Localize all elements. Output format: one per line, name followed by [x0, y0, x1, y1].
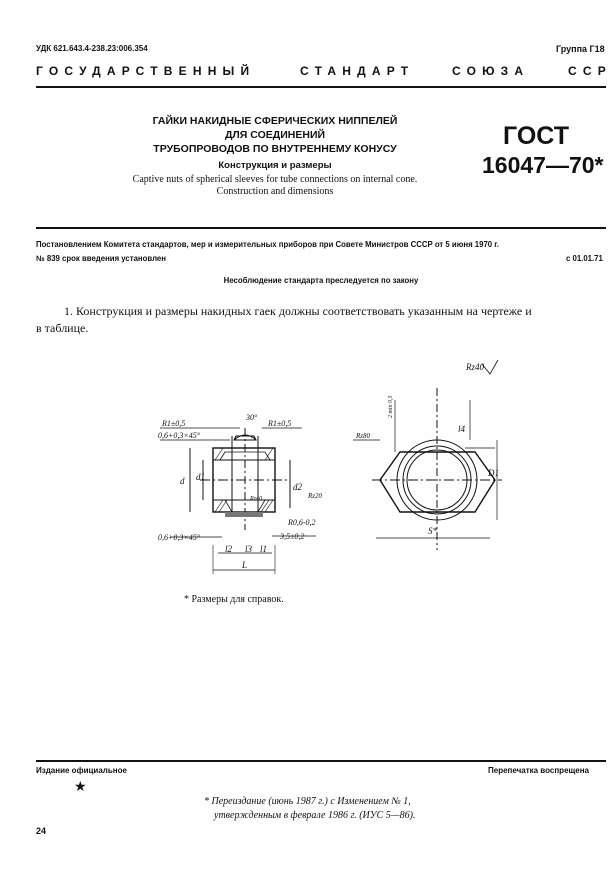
paragraph-line-1: 1. Конструкция и размеры накидных гаек должны соответствовать указанным на чертеже и: [64, 304, 532, 318]
label-d: d: [180, 476, 185, 486]
reissue-line-2: утвержденным в феврале 1986 г. (ИУС 5—86).: [214, 810, 416, 821]
label-l2: l2: [225, 544, 233, 554]
label-D1: D1: [488, 468, 499, 478]
official-edition: Издание официальное: [36, 766, 127, 775]
label-d2: d2: [293, 482, 302, 492]
reprint-prohibited: Перепечатка воспрещена: [488, 766, 589, 775]
law-warning: Несоблюдение стандарта преследуется по закону: [223, 276, 419, 285]
header-rule: [36, 86, 606, 88]
paragraph-line-2: в таблице.: [36, 321, 89, 335]
banner-word-3: СОЮЗА: [452, 64, 530, 78]
english-title-2: Construction and dimensions: [216, 186, 334, 197]
star-mark: ★: [74, 778, 87, 794]
decree-date: с 01.01.71: [566, 254, 603, 263]
english-title-1: Captive nuts of spherical sleeves for tube connections on internal cone.: [132, 174, 418, 185]
banner-word-2: СТАНДАРТ: [300, 64, 415, 78]
gost-label: ГОСТ: [503, 122, 569, 150]
label-rz20: Rz20: [308, 492, 322, 500]
technical-drawing: [0, 340, 606, 580]
gost-number: 16047—70*: [482, 152, 604, 178]
label-r1-right: R1±0,5: [268, 419, 292, 428]
label-d1: d1: [196, 472, 205, 482]
label-rz40-front: Rz40: [250, 496, 262, 502]
title-line-1: ГАЙКИ НАКИДНЫЕ СФЕРИЧЕСКИХ НИППЕЛЕЙ: [152, 115, 398, 127]
footer-rule: [36, 760, 606, 762]
reissue-line-1: * Переиздание (июнь 1987 г.) с Изменением № 1,: [204, 796, 411, 807]
title-block: [80, 114, 470, 198]
front-view: [160, 428, 316, 574]
decree-line-2: № 839 срок введения установлен: [36, 254, 166, 263]
label-l4: l4: [458, 424, 466, 434]
label-angle: 30°: [246, 413, 258, 422]
label-r06: R0,6-0,2: [288, 518, 316, 527]
label-dim-2: 2 min 0,5: [388, 395, 394, 418]
label-r1-left: R1±0,5: [162, 419, 186, 428]
label-l3: l3: [245, 544, 253, 554]
label-roughness: Rz40: [466, 362, 484, 372]
page-number: 24: [36, 826, 47, 836]
label-chamfer-top: 0,6+0,3×45°: [158, 431, 200, 440]
label-rz80: Rz80: [356, 432, 370, 440]
subtitle: Конструкция и размеры: [218, 160, 332, 171]
group-code: Группа Г18: [556, 44, 605, 54]
label-dim-35: 3,5±0,2: [280, 532, 305, 541]
title-line-2: ДЛЯ СОЕДИНЕНИЙ: [224, 129, 326, 141]
banner-word-4: ССР: [568, 64, 612, 78]
udk-code: УДК 621.643.4-238.23:006.354: [36, 44, 148, 53]
label-s: S*: [428, 526, 437, 536]
decree-line-1: Постановлением Комитета стандартов, мер и измерительных приборов при Совете Министров СССР от 5 июня 1970 г.: [36, 240, 499, 249]
section-rule: [36, 227, 606, 229]
label-chamfer-bottom: 0,6+0,3×45°: [158, 533, 200, 542]
side-view: [353, 360, 502, 550]
label-l1: l1: [260, 544, 268, 554]
banner-word-1: ГОСУДАРСТВЕННЫЙ: [36, 64, 256, 78]
footnote: * Размеры для справок.: [184, 594, 284, 605]
title-line-3: ТРУБОПРОВОДОВ ПО ВНУТРЕННЕМУ КОНУСУ: [153, 143, 397, 155]
label-L: L: [242, 560, 248, 570]
